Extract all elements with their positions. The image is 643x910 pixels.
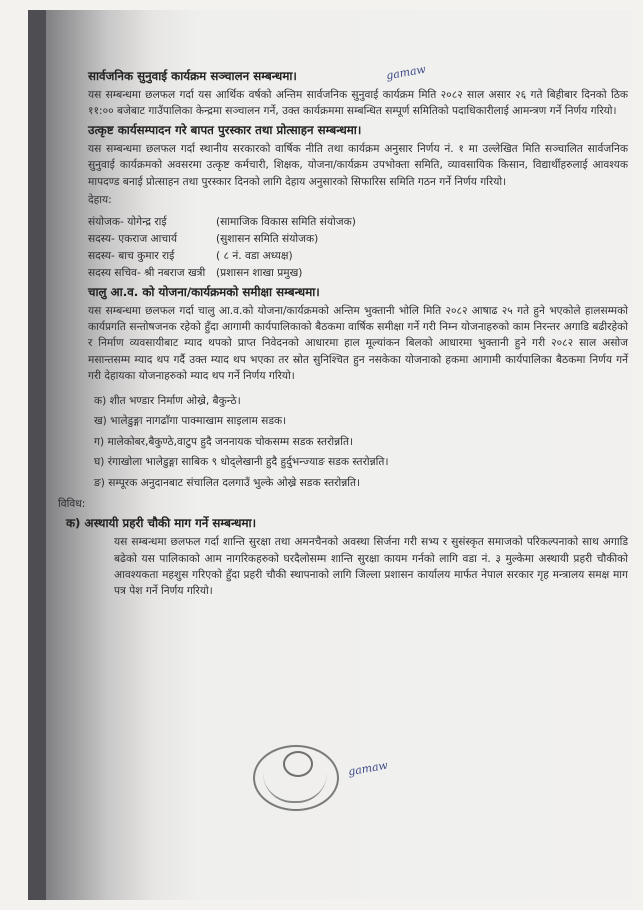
committee-label: देहाय: [88, 194, 112, 207]
section-heading: सार्वजनिक सुनुवाई कार्यक्रम सञ्चालन सम्बन्धमा। [88, 69, 297, 83]
committee-list [88, 214, 628, 281]
misc-label: विविध: [58, 498, 86, 511]
list-item: सदस्य- बाच कुमार राई ( ८ नं. वडा अध्यक्ष) [88, 250, 293, 263]
project-list [94, 391, 628, 494]
section-body: यस सम्बन्धमा छलफल गर्दा चालु आ.व.को योजना/कार्यक्रमको अन्तिम भुक्तानी भोलि मिति २०८२ आषाढ २५ गते हुने भएकोले हालसम्मको कार्यप्रगति सन्तोषजनक रहेको हुँदा आगामी कार्यपालिकाको बैठकमा वार्षिक समीक्षा गर्ने गरी निम्न योजनाहरुको काम निरन्तर अगाडि बढीरहेको र निर्माण व्यवसायीबाट म्याद थपको प्राप्त निवेदनको आधारमा हाल मूल्यांकन बिलको आधारमा भुक्तानी हुने गरी २०८२ साल असोज मसान्तसम्म म्याद थप गर्दै उक्त म्याद थप भएका तर स्रोत सुनिश्चित हुन नसकेका योजनाको हकमा आगामी कार्यपालिका बैठकमा निर्णय गर्ने गरी देहायका योजनाहरुको म्याद थप गर्ने निर्णय गरियो। [88, 304, 628, 383]
office-seal [253, 745, 339, 811]
scan-shadow-edge [28, 10, 46, 900]
list-item: क) शीत भण्डार निर्माण ओख्रे, बैकुन्ठे। [94, 394, 241, 407]
signature-bottom: gamaw [347, 758, 389, 779]
list-item: ख) भालेडुङ्गा नागढाँगा पाक्माखाम साइलाम सडक। [94, 415, 287, 428]
section-review [88, 284, 628, 494]
section-body: यस सम्बन्धमा छलफल गर्दा स्थानीय सरकारको वार्षिक नीति तथा कार्यक्रम अनुसार निर्णय नं. १ मा उल्लेखित मिति सञ्चालित सार्वजनिक सुनुवाई कार्यक्रमको अवसरमा उत्कृष्ट कर्मचारी, शिक्षक, योजना/कार्यक्रम उपभोक्ता समिति, व्यावसायिक किसान, विद्यार्थीहरुलाई आवश्यक मापदण्ड बनाई प्रोत्साहन तथा पुरस्कार दिनको लागि देहाय अनुसारको सिफारिस समिति गठन गर्ने निर्णय गरियो। [88, 142, 628, 188]
section-heading: चालु आ.व. को योजना/कार्यक्रमको समीक्षा सम्बन्धमा। [88, 284, 320, 299]
section-body: यस सम्बन्धमा छलफल गर्दा यस आर्थिक वर्षको अन्तिम सार्वजनिक सुनुवाई कार्यक्रम मिति २०८२ साल असार २६ गते बिहीबार दिनको ठिक ११:०० बजेबाट गाउँपालिका केन्द्रमा सञ्चालन गर्ने, उक्त कार्यक्रममा सम्बन्धित सम्पूर्ण समितिको पदाधिकारीलाई आमन्त्रण गर्ने निर्णय गरियो। [88, 89, 628, 118]
section-heading: उत्कृष्ट कार्यसम्पादन गरे बापत पुरस्कार तथा प्रोत्साहन सम्बन्धमा। [88, 122, 362, 137]
section-heading: क) अस्थायी प्रहरी चौकी माग गर्ने सम्बन्धमा। [66, 516, 257, 531]
section-body: यस सम्बन्धमा छलफल गर्दा शान्ति सुरक्षा तथा अमनचैनको अवस्था सिर्जना गरी सभ्य र सुसंस्कृत समाजको परिकल्पनाको साथ अगाडि बढेको यस पालिकाको आम नागरिकहरुको घरदैलोसम्म शान्ति सुरक्षा कायम गर्नको लागि वडा नं. ३ मुल्केमा अस्थायी प्रहरी चौकीको आवश्यकता महशुस गरिएको हुँदा प्रहरी चौकी स्थापनाको लागि जिल्ला प्रशासन कार्यालय मार्फत नेपाल सरकार गृह मन्त्रालय समक्ष माग पत्र पेश गर्ने निर्णय गरियो। [114, 536, 628, 598]
signature-top: gamaw [385, 62, 427, 83]
seal-ring [263, 773, 327, 803]
list-item: संयोजक- योगेन्द्र राई (सामाजिक विकास समिति संयोजक) [88, 216, 356, 229]
list-item: सदस्य सचिव- श्री नबराज खत्री (प्रशासन शाखा प्रमुख) [88, 266, 303, 279]
scanned-page [28, 10, 632, 900]
section-police-post [66, 515, 628, 600]
list-item: ग) मालेकोबर,बैकुण्ठे,वाटुप हुदै जननायक चोकसम्म सडक स्तरोन्नति। [94, 435, 354, 448]
section-award [88, 122, 628, 282]
list-item: सदस्य- एकराज आचार्य (सुशासन समिति संयोजक) [88, 233, 319, 246]
list-item: ङ) सम्पूरक अनुदानबाट संचालित दलगाउँ भुल्के ओख्रे सडक स्तरोन्नति। [94, 476, 361, 489]
minutes-content [58, 68, 628, 600]
section-public-hearing [88, 68, 628, 120]
list-item: घ) रंगाखोला भालेडुङ्गा साबिक ९ धोद्लेखानी हुदै हुर्दुभन्ज्याङ सडक स्तरोन्नति। [94, 456, 389, 469]
